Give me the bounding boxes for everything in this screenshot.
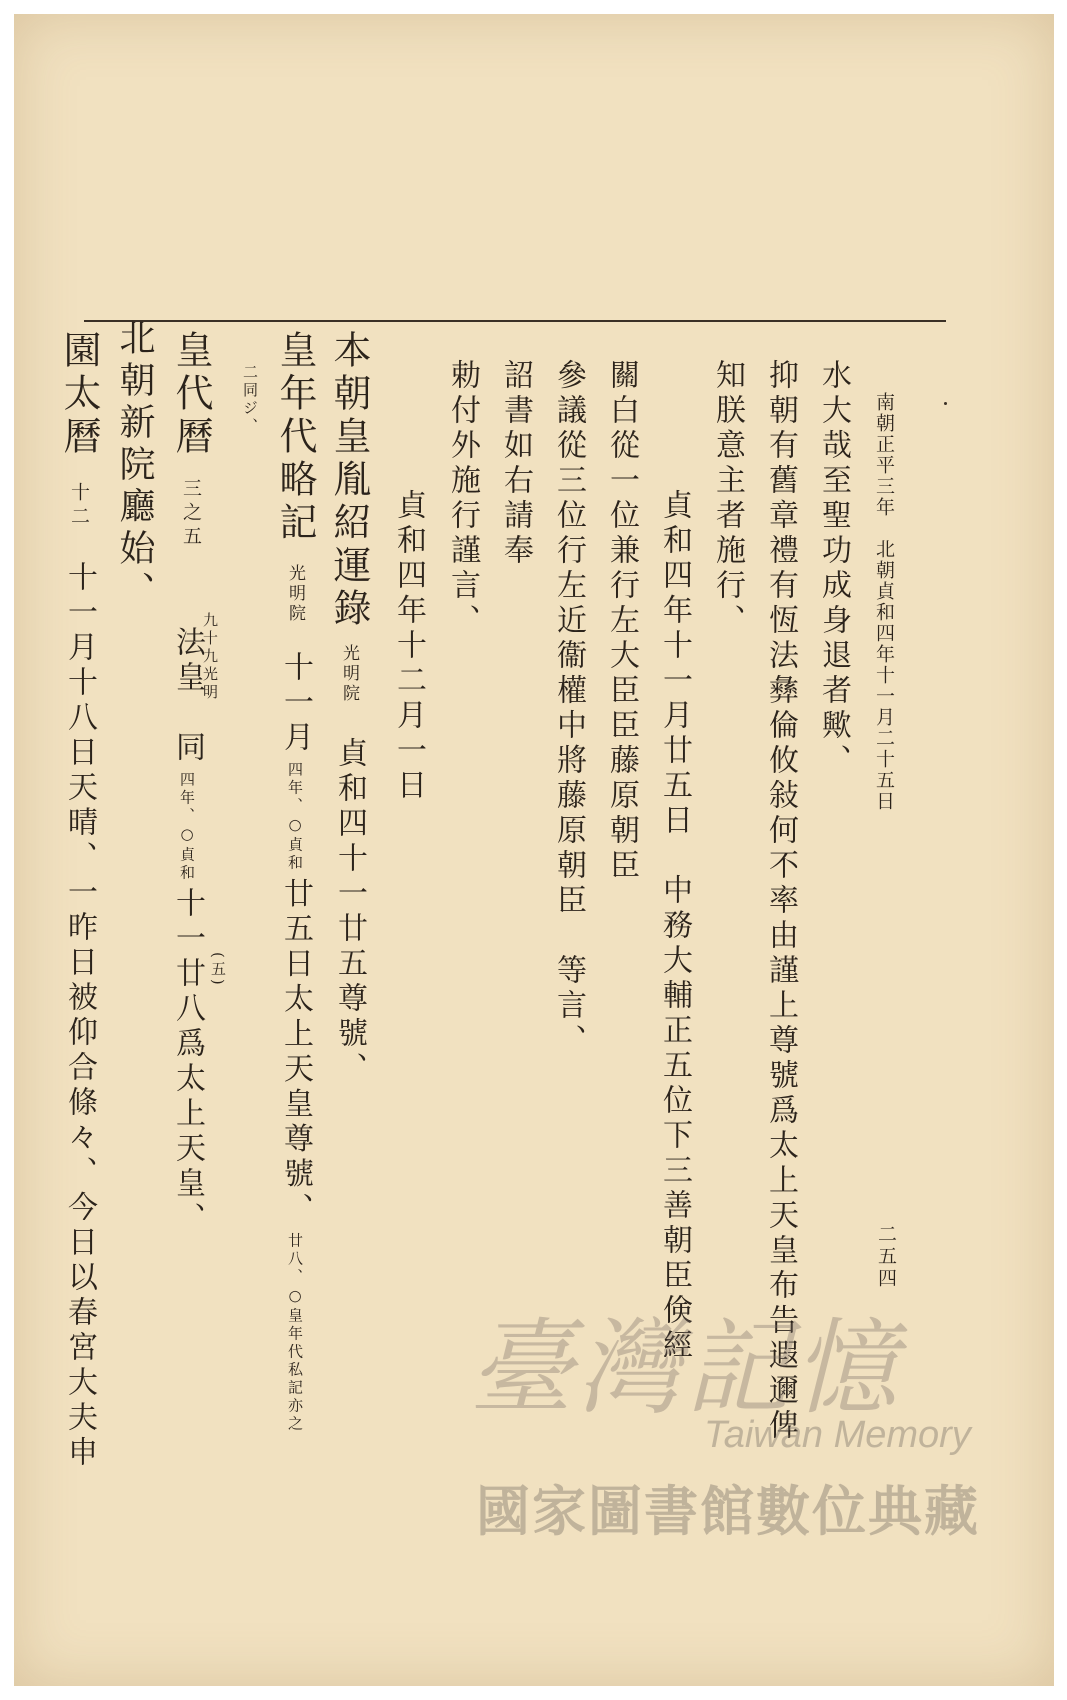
section-heading: 北朝新院廳始、 xyxy=(114,319,155,613)
source-note: 四年、○貞和 xyxy=(178,771,196,883)
source-text: 十一廿八爲太上天皇、 xyxy=(170,887,205,1238)
source-subtitle: 光明院 xyxy=(285,564,305,625)
text-column: 參議從三位行左近衞權中將藤原朝臣 等言、 xyxy=(551,359,586,1059)
source-title: 皇年代略記 xyxy=(273,330,317,545)
date-column: 貞和四年十二月一日 xyxy=(391,489,426,804)
source-title: 皇代曆 xyxy=(169,330,213,459)
source-title: 本朝皇胤紹運錄 xyxy=(327,330,371,631)
source-entry xyxy=(170,626,205,1238)
watermark-logo: 臺灣記憶 xyxy=(469,1307,902,1429)
source-note: 四年、○貞和 xyxy=(286,761,304,873)
source-subtitle: 光明院 xyxy=(339,644,359,705)
text-column: 知朕意主者施行、 xyxy=(710,359,745,639)
text-column: 水大哉至聖功成身退者歟、 xyxy=(816,359,851,779)
source-subtitle: 九十九光明 xyxy=(201,612,219,702)
source-note: 廿八、○皇年代私記亦之 xyxy=(286,1232,304,1434)
source-title: 園太曆 xyxy=(57,330,101,459)
source-subtitle: 三之五 xyxy=(180,478,202,551)
text-column: 抑朝有舊章禮有恆法彝倫攸敍何不率由謹上尊號爲太上天皇布告遐邇俾 xyxy=(763,359,798,1444)
running-header: 南朝正平三年 北朝貞和四年十一月二十五日 xyxy=(873,392,895,812)
watermark-english: Taiwan Memory xyxy=(704,1414,971,1456)
source-text: 十一月 xyxy=(278,651,313,757)
text-column: 貞和四年十一月廿五日 中務大輔正五位下三善朝臣倹經 xyxy=(657,489,692,1364)
source-text: 法皇 同 xyxy=(170,626,205,766)
source-entry xyxy=(273,330,317,1434)
page-number: 二五四 xyxy=(875,1224,897,1290)
ink-speck xyxy=(944,402,947,405)
watermark-library: 國家圖書館數位典藏 xyxy=(476,1480,980,1543)
text-column: 關白從一位兼行左大臣臣藤原朝臣 xyxy=(604,359,639,884)
text-column: 勅付外施行謹言、 xyxy=(445,359,480,639)
source-entry xyxy=(57,330,101,1472)
section-divider xyxy=(84,320,946,322)
book-page xyxy=(14,14,1054,1686)
source-subtitle: 十二 xyxy=(68,482,90,531)
source-entry xyxy=(327,330,371,1088)
side-note: 二同ジ、 xyxy=(241,364,259,436)
source-text: 貞和四十一廿五尊號、 xyxy=(332,737,367,1088)
text-column: 詔書如右請奉 xyxy=(498,359,533,569)
source-text: 十一月十八日天晴、一昨日被仰合條々、今日以春宮大夫申 xyxy=(62,561,97,1472)
source-note: (五) xyxy=(209,952,227,988)
source-text: 廿五日太上天皇尊號、 xyxy=(278,877,313,1228)
source-entry xyxy=(169,330,213,551)
